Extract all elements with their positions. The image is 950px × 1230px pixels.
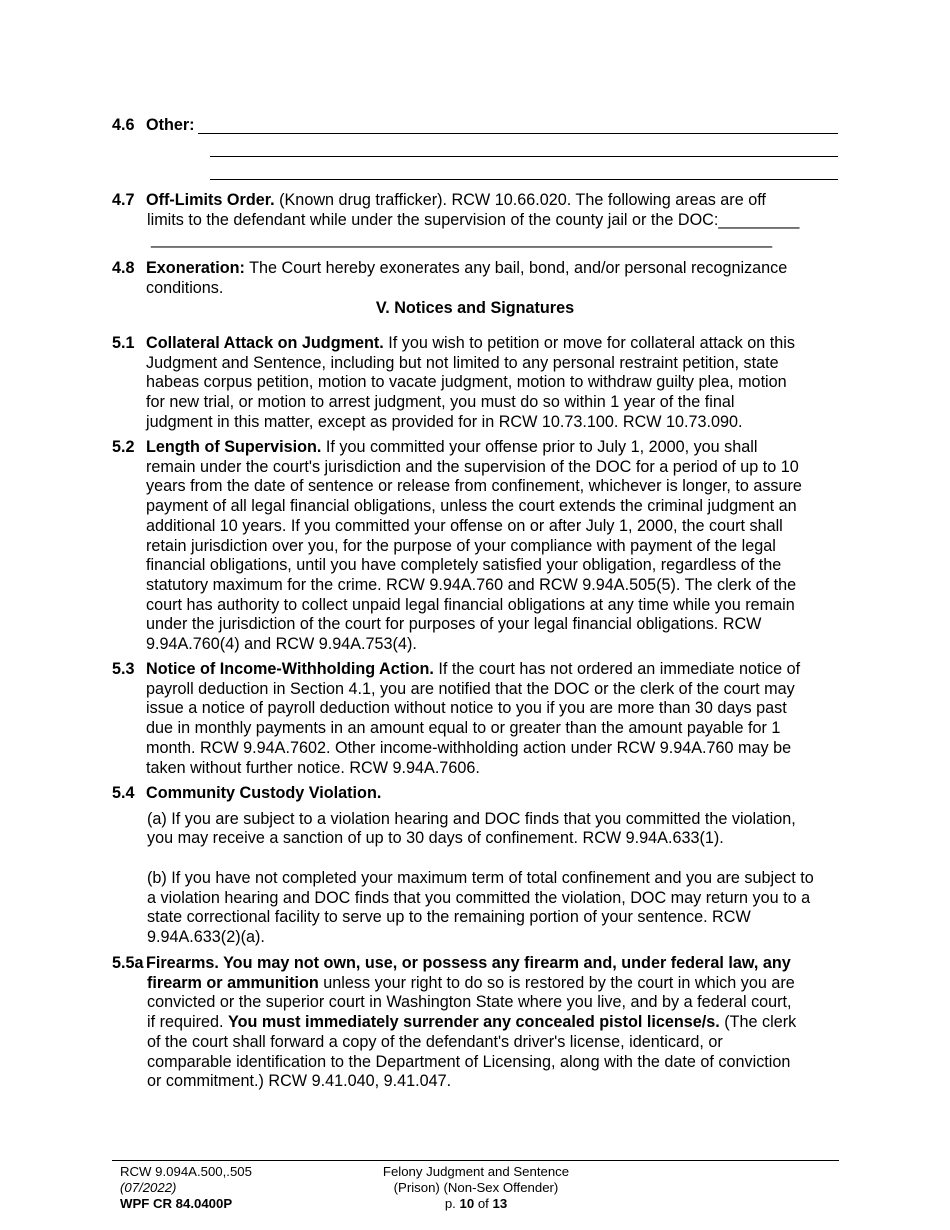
section-heading: V. Notices and Signatures bbox=[375, 299, 575, 317]
section-title: Notice of Income-Withholding Action. bbox=[146, 660, 434, 678]
other-line-3[interactable] bbox=[210, 179, 838, 180]
section-title: Off-Limits Order. bbox=[146, 191, 275, 209]
footer-divider bbox=[112, 1160, 839, 1161]
section-body: Length of Supervision. If you committed your offense prior to July 1, 2000, you shall remain under the court's jurisdiction and the supervision of the DOC for a period of up to 10 years from the date of sentence or release from confinement, whichever is longer, to assure payment of all legal financial obligations, unless the court extends the criminal judgment an additional 10 years. If you committed your offense on or after July 1, 2000, the court shall retain jurisdiction over you, for the purpose of your compliance with payment of the legal financial obligations, until you have completely satisfied your obligation, regardless of the statutory maximum for the crime. RCW 9.94A.760 and RCW 9.94A.505(5). The clerk of the court has authority to collect unpaid legal financial obligations at any time while you remain under the jurisdiction of the court for purposes of your legal financial obligations. RCW 9.94A.760(4) and RCW 9.94A.753(4). bbox=[146, 438, 802, 654]
section-5-4 bbox=[112, 784, 839, 948]
other-label: Other: bbox=[146, 116, 195, 134]
section-5-3 bbox=[112, 660, 839, 778]
footer-left bbox=[120, 1164, 252, 1212]
section-number: 5.1 bbox=[112, 334, 135, 352]
section-5-5a bbox=[112, 954, 839, 1092]
section-number: 4.7 bbox=[112, 191, 135, 209]
section-body: Off-Limits Order. (Known drug trafficker). RCW 10.66.020. The following areas are off limits to the defendant while under the supervision of the county jail or the DOC:_________ _____________________________________________________________________ bbox=[146, 191, 839, 250]
other-line-1[interactable] bbox=[198, 133, 838, 134]
section-title: Exoneration: bbox=[146, 259, 245, 277]
footer-date: (07/2022) bbox=[120, 1180, 177, 1195]
section-body: Exoneration: The Court hereby exonerates any bail, bond, and/or personal recognizance conditions. bbox=[146, 259, 788, 297]
section-number: 4.6 bbox=[112, 116, 135, 134]
section-title: Collateral Attack on Judgment. bbox=[146, 334, 384, 352]
footer-rcw: RCW 9.094A.500,.505 bbox=[120, 1164, 252, 1179]
clause-a: (a) If you are subject to a violation hearing and DOC finds that you committed the violation, you may receive a sanction of up to 30 days of confinement. RCW 9.94A.633(1). bbox=[147, 809, 796, 848]
section-5-2 bbox=[112, 438, 839, 655]
section-title: Firearms. You may not own, use, or possess any firearm and, under federal law, any bbox=[146, 954, 791, 972]
section-4-8 bbox=[112, 259, 839, 298]
section-body: Collateral Attack on Judgment. If you wish to petition or move for collateral attack on this Judgment and Sentence, including but not limited to any personal restraint petition, state habeas corpus petition, motion to vacate judgment, motion to withdraw guilty plea, motion for new trial, or motion to arrest judgment, you must do so within 1 year of the final judgment in this matter, except as provided for in RCW 10.73.100. RCW 10.73.090. bbox=[146, 334, 795, 431]
section-number: 5.3 bbox=[112, 660, 135, 678]
section-number: 4.8 bbox=[112, 259, 135, 277]
other-line-2[interactable] bbox=[210, 156, 838, 157]
section-body bbox=[146, 784, 839, 948]
section-4-7 bbox=[112, 191, 839, 250]
section-number: 5.4 bbox=[112, 784, 135, 802]
section-number: 5.2 bbox=[112, 438, 135, 456]
footer-title-2: (Prison) (Non-Sex Offender) bbox=[393, 1180, 559, 1195]
footer-form-number: WPF CR 84.0400P bbox=[120, 1196, 233, 1211]
section-number: 5.5a bbox=[112, 954, 144, 972]
off-limits-blank-line: _____________________________________________________________________ bbox=[151, 230, 773, 249]
section-body: Firearms. You may not own, use, or possess any firearm and, under federal law, any firearm or ammunition unless your right to do so is restored by the court in which you are convicted or the superior court in Washington State where you live, and by a federal court, if required. You must immediately surrender any concealed pistol license/s. (The clerk of the court shall forward a copy of the defendant's driver's license, identicard, or comparable identification to the Department of Licensing, along with the date of conviction or commitment.) RCW 9.41.040, 9.41.047. bbox=[146, 954, 797, 1091]
footer-center bbox=[326, 1164, 626, 1212]
clause-b: (b) If you have not completed your maximum term of total confinement and you are subject to a violation hearing and DOC finds that you committed the violation, DOC may return you to a state correctional facility to serve up to the remaining portion of your sentence. RCW 9.94A.633(2)(a). bbox=[147, 868, 814, 946]
section-body: Notice of Income-Withholding Action. If the court has not ordered an immediate notice of payroll deduction in Section 4.1, you are notified that the DOC or the clerk of the court may issue a notice of payroll deduction without notice to you if you are more than 30 days past due in monthly payments in an amount equal to or greater than the amount payable for 1 month. RCW 9.94A.7602. Other income-withholding action under RCW 9.94A.760 may be taken without further notice. RCW 9.94A.7606. bbox=[146, 660, 801, 777]
section-5-1 bbox=[112, 334, 839, 433]
section-title: Length of Supervision. bbox=[146, 438, 322, 456]
footer-page-number: p. 10 of 13 bbox=[444, 1196, 508, 1211]
footer-title-1: Felony Judgment and Sentence bbox=[382, 1164, 570, 1179]
section-title: Community Custody Violation. bbox=[146, 784, 382, 802]
